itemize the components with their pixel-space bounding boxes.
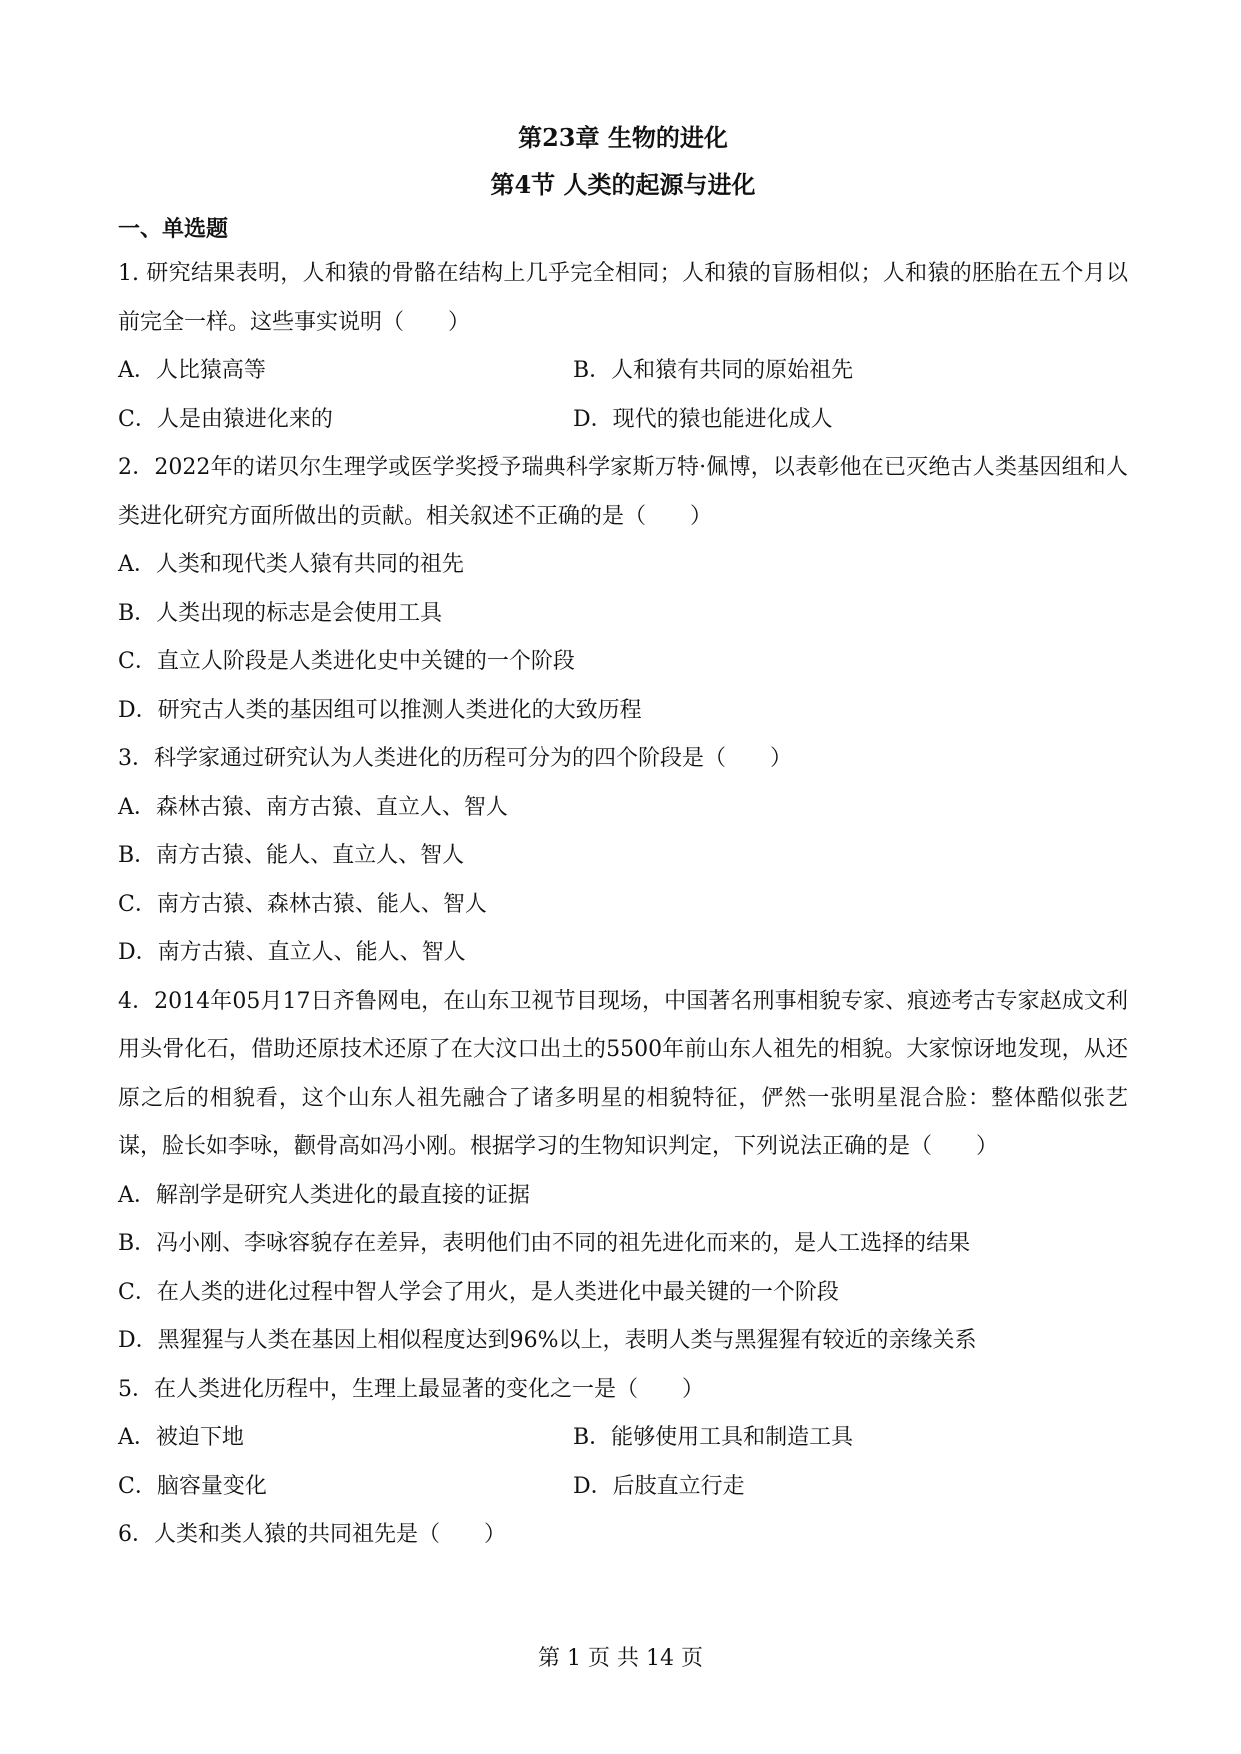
- option-row: [118, 1414, 1128, 1463]
- section-title: 第4节 人类的起源与进化: [490, 170, 756, 199]
- option-b[interactable]: B．能够使用工具和制造工具: [573, 1425, 854, 1450]
- option-c[interactable]: C．在人类的进化过程中智人学会了用火，是人类进化中最关键的一个阶段: [118, 1279, 839, 1305]
- option-a[interactable]: A．人类和现代类人猿有共同的祖先: [118, 552, 464, 577]
- option-d[interactable]: D．后肢直立行走: [573, 1473, 745, 1499]
- option-c[interactable]: C．人是由猿进化来的: [118, 406, 333, 432]
- option-d[interactable]: D．黑猩猩与人类在基因上相似程度达到96%以上，表明人类与黑猩猩有较近的亲缘关系: [118, 1328, 977, 1353]
- page-footer: 第 1 页 共 14 页: [538, 1646, 703, 1671]
- option-row: [118, 347, 1128, 396]
- question-6: [118, 1511, 1128, 1560]
- question-stem: 4．2014年05月17日齐鲁网电，在山东卫视节目现场，中国著名刑事相貌专家、痕迹考古专家赵成文利用头骨化石，借助还原技术还原了在大汶口出土的5500年前山东人祖先的相貌。大家惊讶地发现，从还原之后的相貌看，这个山东人祖先融合了诸多明星的相貌特征，俨然一张明星混合脸：整体酷似张艺谋，脸长如李咏，颧骨高如冯小刚。根据学习的生物知识判定，下列说法正确的是（ ）: [118, 988, 1128, 1159]
- question-stem: 2．2022年的诺贝尔生理学或医学奖授予瑞典科学家斯万特·佩博，以表彰他在已灭绝古人类基因组和人类进化研究方面所做出的贡献。相关叙述不正确的是（ ）: [118, 455, 1128, 529]
- option-row: [118, 396, 1128, 445]
- question-5: [118, 1366, 1128, 1512]
- document-page: [118, 114, 1128, 1560]
- chapter-title: 第23章 生物的进化: [518, 123, 728, 152]
- option-a[interactable]: A．森林古猿、南方古猿、直立人、智人: [118, 794, 508, 820]
- option-c[interactable]: C．直立人阶段是人类进化史中关键的一个阶段: [118, 649, 575, 674]
- question-2: [118, 444, 1128, 735]
- option-c[interactable]: C．南方古猿、森林古猿、能人、智人: [118, 891, 487, 917]
- option-c[interactable]: C．脑容量变化: [118, 1473, 267, 1499]
- option-d[interactable]: D．研究古人类的基因组可以推测人类进化的大致历程: [118, 697, 642, 723]
- option-a[interactable]: A．解剖学是研究人类进化的最直接的证据: [118, 1182, 530, 1208]
- option-row: [118, 1463, 1128, 1512]
- option-b[interactable]: B．人和猿有共同的原始祖先: [573, 358, 854, 383]
- option-a[interactable]: A．被迫下地: [118, 1425, 244, 1450]
- option-d[interactable]: D．现代的猿也能进化成人: [573, 406, 833, 432]
- option-a[interactable]: A．人比猿高等: [118, 358, 266, 383]
- question-3: [118, 735, 1128, 978]
- question-stem: 5．在人类进化历程中，生理上最显著的变化之一是（ ）: [118, 1376, 704, 1402]
- question-stem: 6．人类和类人猿的共同祖先是（ ）: [118, 1522, 506, 1547]
- question-4: [118, 978, 1128, 1366]
- option-b[interactable]: B．南方古猿、能人、直立人、智人: [118, 843, 465, 868]
- option-b[interactable]: B．冯小刚、李咏容貌存在差异，表明他们由不同的祖先进化而来的，是人工选择的结果: [118, 1231, 971, 1256]
- question-1: [118, 250, 1128, 444]
- question-stem: 3．科学家通过研究认为人类进化的历程可分为的四个阶段是（ ）: [118, 746, 792, 771]
- section-heading: 一、单选题: [118, 216, 229, 242]
- option-d[interactable]: D．南方古猿、直立人、能人、智人: [118, 940, 466, 965]
- question-stem: 1. 研究结果表明，人和猿的骨骼在结构上几乎完全相同；人和猿的盲肠相似；人和猿的胚胎在五个月以前完全一样。这些事实说明（ ）: [118, 261, 1128, 335]
- option-b[interactable]: B．人类出现的标志是会使用工具: [118, 600, 443, 626]
